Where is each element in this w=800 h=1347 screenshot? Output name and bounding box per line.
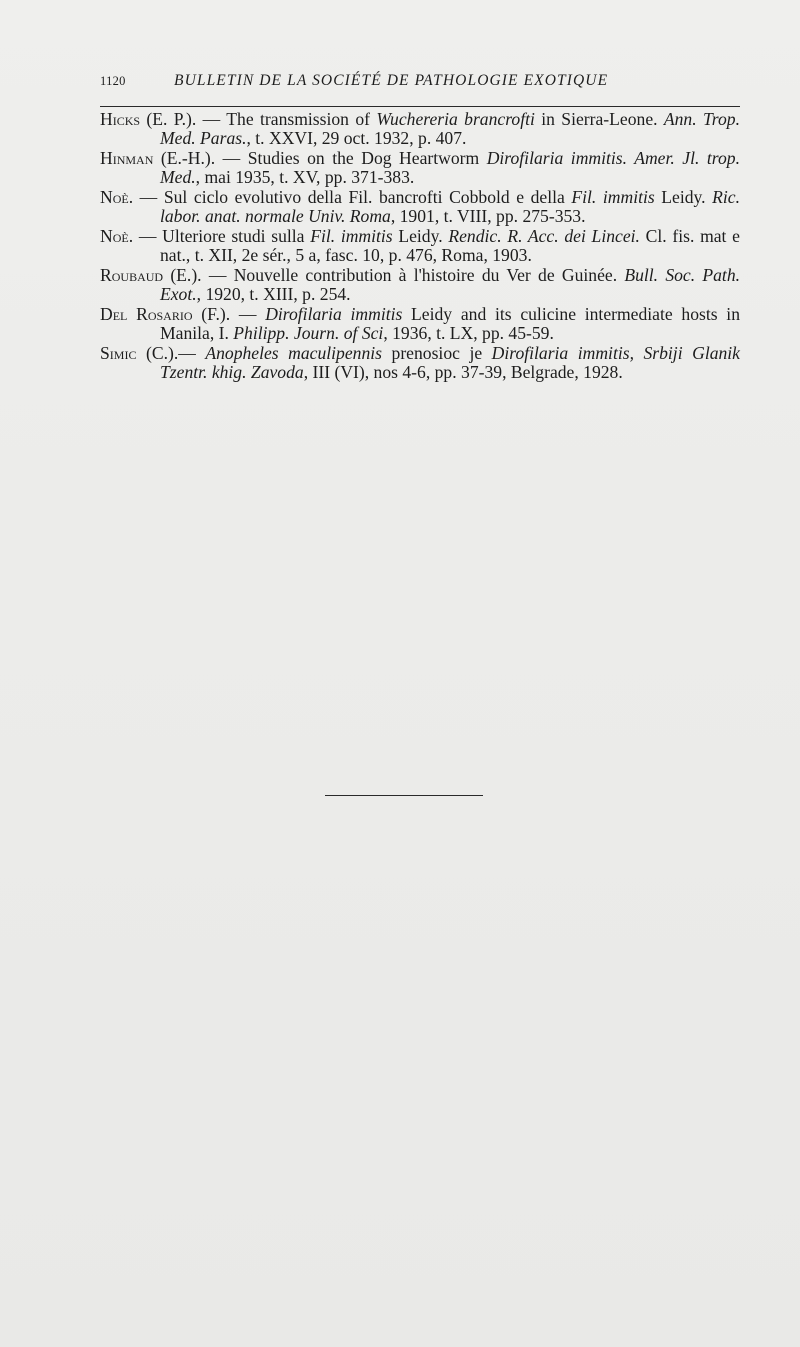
reference-text: — Nouvelle contribution à l'histoire du Ver de Guinée. bbox=[201, 265, 625, 285]
reference-text: Leidy and its culicine intermediate hosts in Manila, I. bbox=[160, 304, 740, 343]
reference-author: Noè. bbox=[100, 226, 134, 246]
reference-list bbox=[100, 110, 740, 383]
reference-text: Leidy. bbox=[392, 226, 449, 246]
reference-italic-text: Fil. immitis bbox=[310, 226, 393, 246]
reference-author: Del Rosario (F.). bbox=[100, 304, 231, 324]
reference-author: Hicks (E. P.). bbox=[100, 109, 197, 129]
reference-italic-text: Dirofilaria immitis. Amer. Jl. trop. Med. bbox=[160, 148, 740, 187]
reference-italic-text: Dirofilaria immitis, Srbiji Glanik Tzentr. khig. Zavoda bbox=[160, 343, 740, 382]
reference-text: — bbox=[230, 304, 266, 324]
end-rule bbox=[325, 795, 483, 796]
reference-italic-text: Bull. Soc. Path. Exot. bbox=[160, 265, 741, 304]
header-rule bbox=[100, 106, 740, 107]
reference-text: — bbox=[178, 343, 206, 363]
reference-text: , t. XXVI, 29 oct. 1932, p. 407. bbox=[246, 127, 467, 148]
page-number: 1120 bbox=[100, 74, 126, 88]
reference-text: — Ulteriore studi sulla bbox=[133, 226, 311, 246]
reference-entry bbox=[100, 149, 740, 186]
reference-italic-text: Anopheles maculipennis bbox=[205, 343, 382, 363]
reference-text: Cl. fis. mat e nat., t. XII, 2e sér., 5 a, fasc. 10, p. 476, Roma, 1903. bbox=[160, 226, 740, 265]
reference-entry bbox=[100, 266, 740, 303]
reference-text: , 1920, t. XIII, p. 254. bbox=[196, 283, 351, 304]
running-title: BULLETIN DE LA SOCIÉTÉ DE PATHOLOGIE EXOTIQUE bbox=[174, 72, 609, 89]
reference-author: Roubaud (E.). bbox=[100, 265, 202, 285]
reference-text: , III (VI), nos 4-6, pp. 37-39, Belgrade, 1928. bbox=[303, 361, 623, 382]
reference-text: — Studies on the Dog Heartworm bbox=[215, 148, 487, 168]
reference-italic-text: Ric. labor. anat. normale Univ. Roma bbox=[160, 187, 741, 226]
reference-text: , 1901, t. VIII, pp. 275-353. bbox=[390, 205, 586, 226]
reference-text: Leidy. bbox=[654, 187, 713, 207]
reference-entry bbox=[100, 188, 740, 225]
reference-italic-text: Rendic. R. Acc. dei Lincei. bbox=[448, 226, 640, 246]
reference-text: prenosioc je bbox=[382, 343, 492, 363]
reference-entry bbox=[100, 227, 740, 264]
reference-text: — The transmission of bbox=[196, 109, 377, 129]
reference-author: Hinman (E.-H.). bbox=[100, 148, 216, 168]
page-header bbox=[100, 72, 740, 102]
reference-author: Noè. bbox=[100, 187, 134, 207]
reference-italic-text: Ann. Trop. Med. Paras. bbox=[160, 109, 740, 148]
reference-italic-text: Dirofilaria immitis bbox=[265, 304, 403, 324]
reference-text: in Sierra-Leone. bbox=[534, 109, 664, 129]
reference-italic-text: Philipp. Journ. of Sci bbox=[233, 322, 384, 343]
reference-italic-text: Wuchereria brancrofti bbox=[376, 109, 535, 129]
reference-text: , 1936, t. LX, pp. 45-59. bbox=[383, 322, 554, 343]
reference-text: — Sul ciclo evolutivo della Fil. bancrofti Cobbold e della bbox=[133, 187, 572, 207]
reference-entry bbox=[100, 344, 740, 381]
reference-entry bbox=[100, 305, 740, 342]
reference-text: , mai 1935, t. XV, pp. 371-383. bbox=[195, 166, 415, 187]
reference-entry bbox=[100, 110, 740, 147]
reference-author: Simic (C.). bbox=[100, 343, 179, 363]
reference-italic-text: Fil. immitis bbox=[571, 187, 655, 207]
